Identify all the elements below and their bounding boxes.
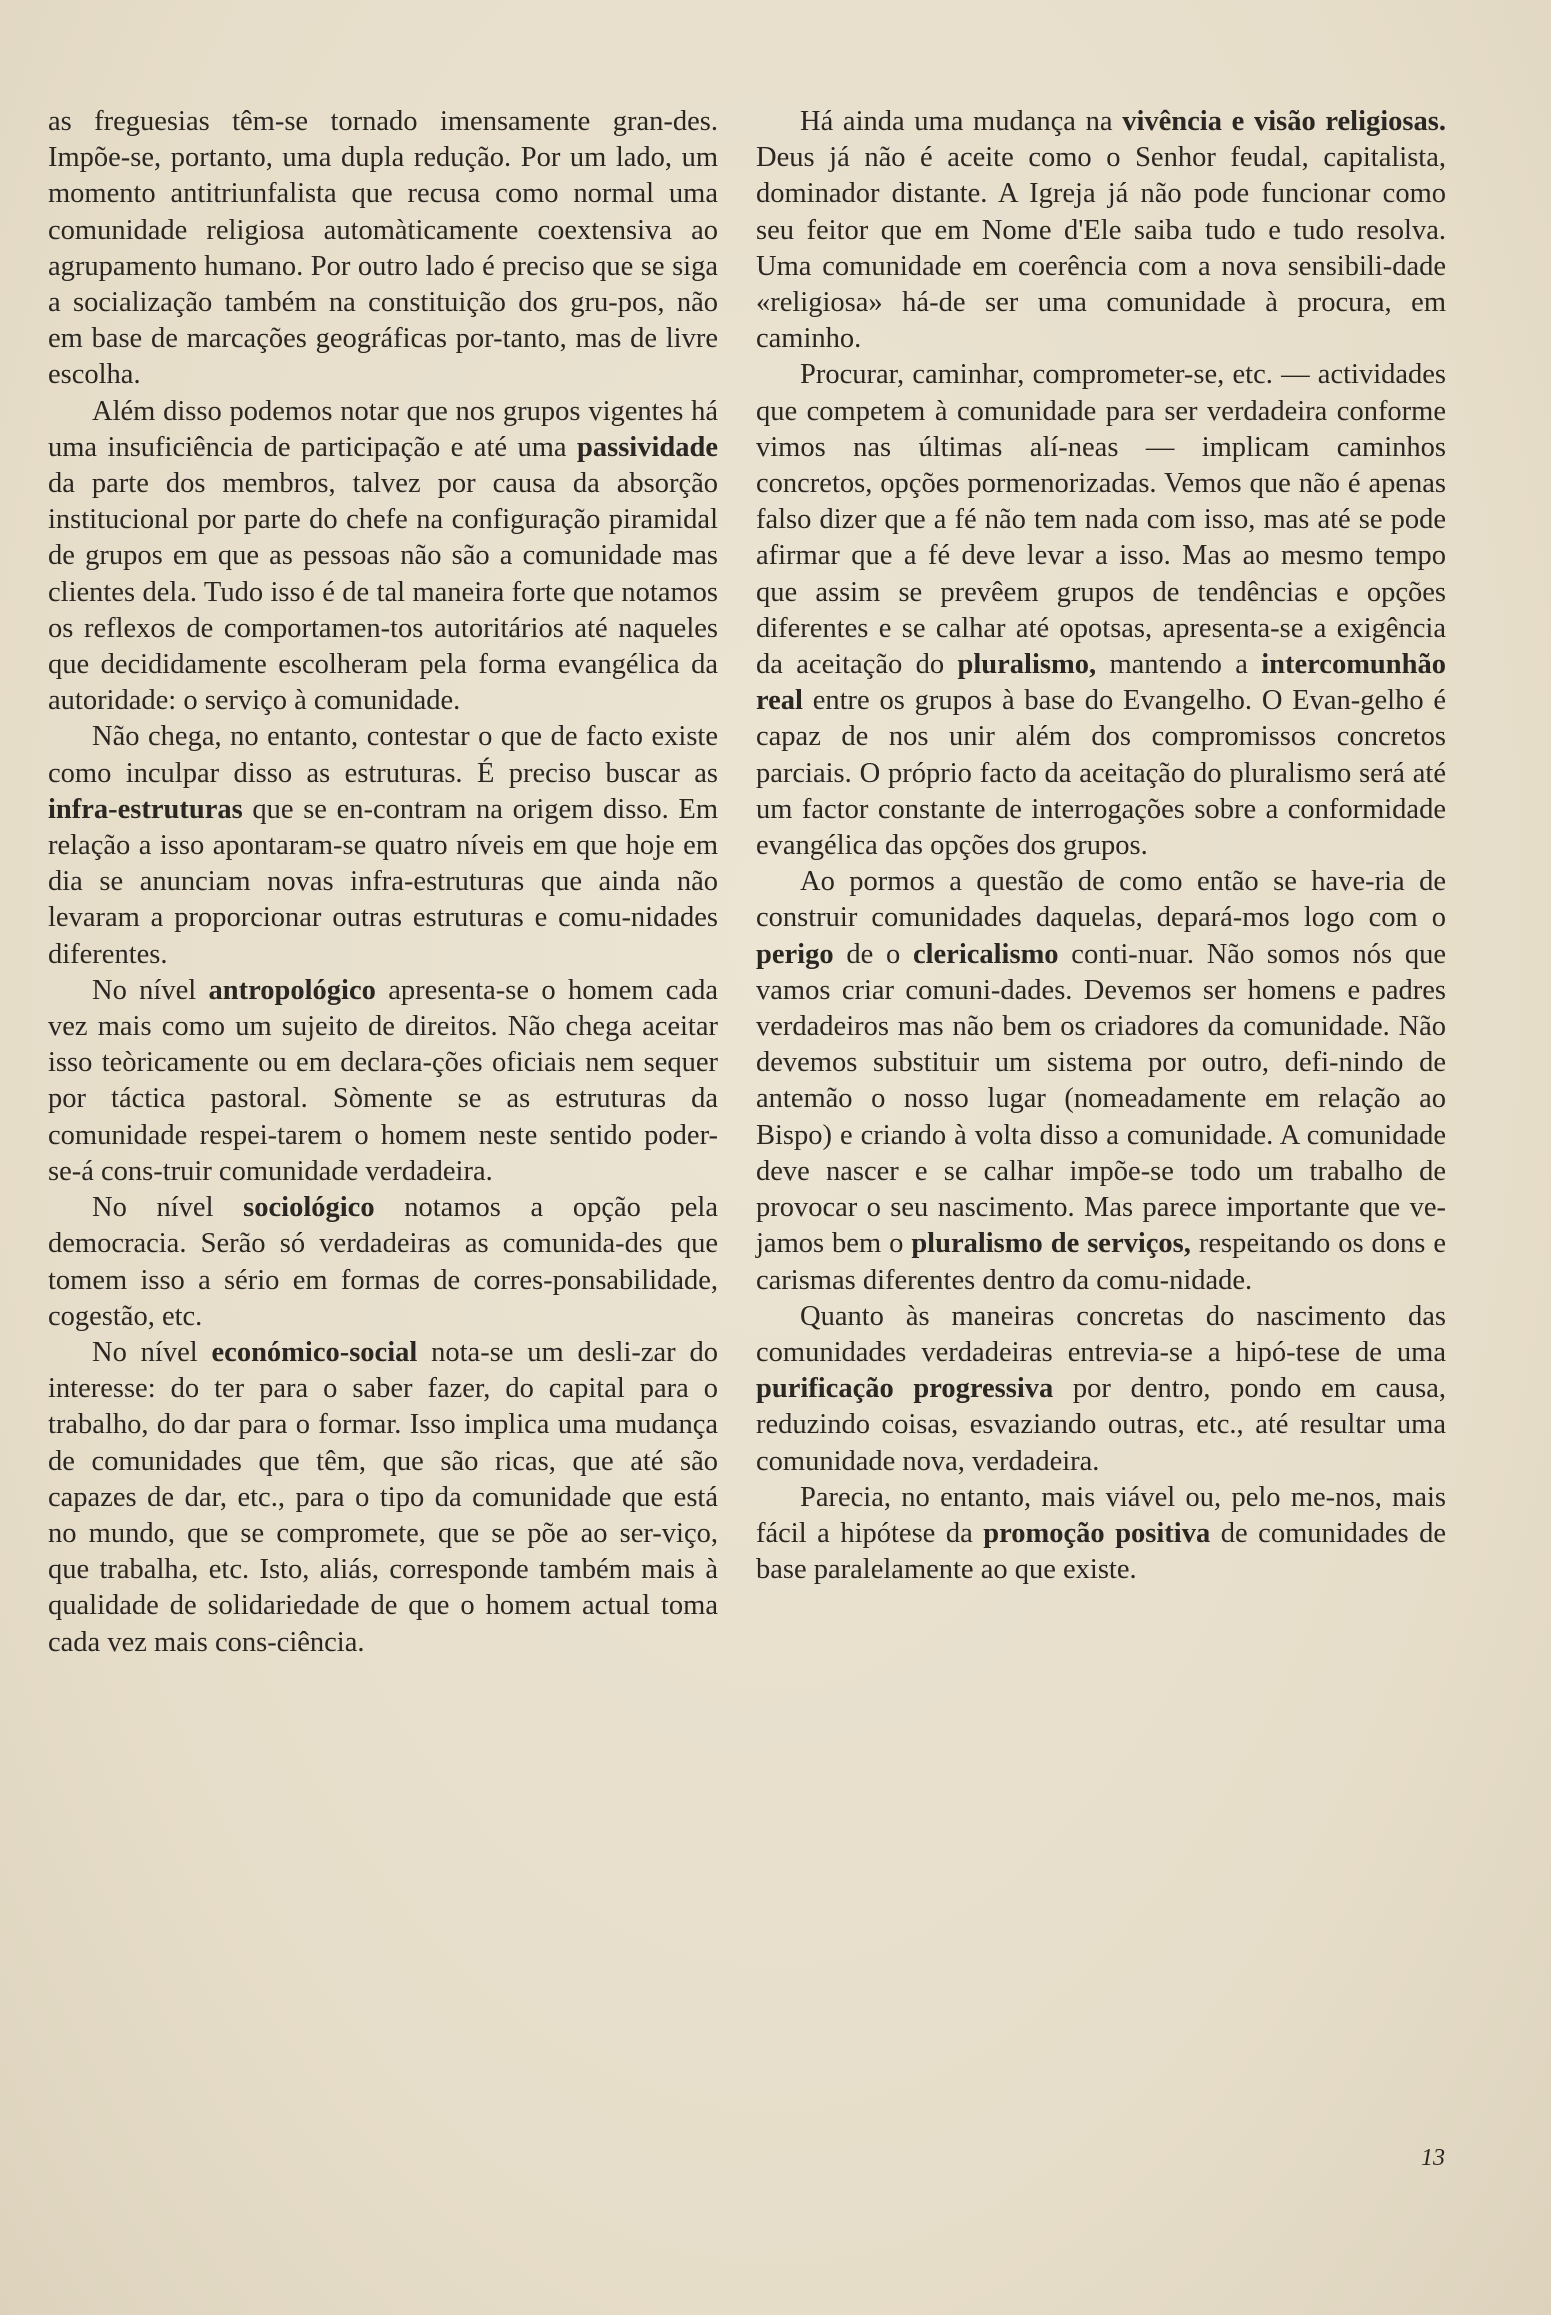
text-run: nota-se um desli-zar do interesse: do ter para o saber fazer, do capital para o trabalho, do dar para o formar. Isso implica uma mudança de comunidades que têm, que são ricas, que até são capazes de dar, etc., para o tipo da comunidade que está no mundo, que se compromete, que se põe ao ser-viço, que trabalha, etc. Isto, aliás, corresponde também mais à qualidade de solidariedade de que o homem actual toma cada vez mais cons-ciência. (48, 1336, 718, 1658)
bold-term: perigo (756, 938, 834, 970)
bold-term: económico-social (211, 1336, 418, 1368)
text-run: No nível (92, 1336, 212, 1368)
paragraph (756, 1299, 1446, 1480)
text-run: No nível (92, 1192, 244, 1224)
paragraph (756, 357, 1446, 864)
left-column (48, 104, 718, 1661)
bold-term: vivência e visão religiosas. (1122, 106, 1446, 137)
page-number: 13 (1421, 2145, 1445, 2171)
right-column (756, 104, 1446, 1588)
paragraph (756, 864, 1446, 1298)
text-run: conti-nuar. Não somos nós que vamos criar comuni-dades. Devemos ser homens e padres verdadeiros mas não bem os criadores da comunidade. Não devemos substituir um sistema por outro, defi-nindo de antemão o nosso lugar (nomeadamente em relação ao Bispo) e criando à volta disso a comunidade. A comunidade deve nascer e se calhar impõe-se todo um trabalho de provocar o seu nascimento. Mas parece importante que ve-jamos bem o (756, 938, 1446, 1260)
text-run: No nível (92, 974, 209, 1006)
bold-term: sociológico (243, 1192, 375, 1224)
text-run: por dentro, pondo em causa, reduzindo coisas, esvaziando outras, etc., até resultar uma comunidade nova, verdadeira. (756, 1373, 1446, 1477)
text-run: respeitando os dons e carismas diferentes dentro da comu-nidade. (756, 1228, 1446, 1296)
paragraph (48, 719, 718, 972)
text-run: as freguesias têm-se tornado imensamente gran-des. Impõe-se, portanto, uma dupla redução. Por um lado, um momento antitriunfalista que recusa como normal uma comunidade religiosa automàticamente coextensiva ao agrupamento humano. Por outro lado é preciso que se siga a socialização também na constituição dos gru-pos, não em base de marcações geográficas por-tanto, mas de livre escolha. (48, 106, 718, 391)
paragraph (756, 104, 1446, 357)
text-run: Além disso podemos notar que nos grupos vigentes há uma insuficiência de participação e até uma (48, 395, 718, 463)
paragraph (48, 1190, 718, 1335)
bold-term: clericalismo (912, 938, 1059, 970)
text-run: entre os grupos à base do Evangelho. O Evan-gelho é capaz de nos unir além dos compromissos concretos parciais. O próprio facto da aceitação do pluralismo será até um factor constante de interrogações sobre a conformidade evangélica das opções dos grupos. (756, 685, 1446, 862)
bold-term: infra-estruturas (48, 793, 243, 825)
bold-term: purificação progressiva (756, 1373, 1054, 1405)
text-run: Ao pormos a questão de como então se have-ria de construir comunidades daquelas, depará-mos logo com o (756, 866, 1446, 934)
text-run: Procurar, caminhar, comprometer-se, etc. — actividades que competem à comunidade para ser verdadeira conforme vimos nas últimas alí-neas — implicam caminhos concretos, opções pormenorizadas. Vemos que não é apenas falso dizer que a fé não tem nada com isso, mas até se pode afirmar que a fé deve levar a isso. Mas ao mesmo tempo que assim se prevêem grupos de tendências e opções diferentes e se calhar até opotsas, apresenta-se a exigência da aceitação do (756, 359, 1446, 681)
text-run: que se en-contram na origem disso. Em relação a isso apontaram-se quatro níveis em que hoje em dia se anunciam novas infra-estruturas que ainda não levaram a proporcionar outras estruturas e comu-nidades diferentes. (48, 793, 718, 970)
text-run: Parecia, no entanto, mais viável ou, pelo me-nos, mais fácil a hipótese da (756, 1481, 1446, 1549)
bold-term: intercomunhão real (756, 649, 1446, 717)
text-run: Há ainda uma mudança na (800, 106, 1123, 137)
text-run: de o (833, 938, 913, 970)
paragraph (48, 394, 718, 720)
text-run: Não chega, no entanto, contestar o que de facto existe como inculpar disso as estruturas. É preciso buscar as (48, 721, 718, 789)
text-run: da parte dos membros, talvez por causa da absorção institucional por parte do chefe na configuração piramidal de grupos em que as pessoas não são a comunidade mas clientes dela. Tudo isso é de tal maneira forte que notamos os reflexos de comportamen-tos autoritários até naqueles que decididamente escolheram pela forma evangélica da autoridade: o serviço à comunidade. (48, 468, 718, 717)
paragraph (48, 973, 718, 1190)
paragraph (48, 1335, 718, 1661)
bold-term: pluralismo, (957, 649, 1097, 681)
paragraph (756, 1480, 1446, 1589)
text-run: Quanto às maneiras concretas do nascimento das comunidades verdadeiras entrevia-se a hipó-tese de uma (756, 1300, 1446, 1368)
bold-term: pluralismo de serviços, (911, 1228, 1191, 1260)
bold-term: passividade (577, 431, 718, 463)
bold-term: promoção positiva (983, 1517, 1211, 1549)
text-run: de comunidades de base paralelamente ao que existe. (756, 1517, 1446, 1586)
bold-term: antropológico (208, 974, 376, 1006)
text-run: mantendo a (1096, 649, 1262, 681)
paragraph (48, 104, 718, 394)
text-run: notamos a opção pela democracia. Serão só verdadeiras as comunida-des que tomem isso a sério em formas de corres-ponsabilidade, cogestão, etc. (48, 1192, 718, 1332)
text-run: apresenta-se o homem cada vez mais como um sujeito de direitos. Não chega aceitar isso teòricamente ou em declara-ções oficiais nem sequer por táctica pastoral. Sòmente se as estruturas da comunidade respei-tarem o homem neste sentido poder-se-á cons-truir comunidade verdadeira. (48, 974, 719, 1187)
text-run: Deus já não é aceite como o Senhor feudal, capitalista, dominador distante. A Igreja já não pode funcionar como seu feitor que em Nome d'Ele saiba tudo e tudo resolva. Uma comunidade em coerência com a nova sensibili-dade «religiosa» há-de ser uma comunidade à procura, em caminho. (756, 142, 1446, 355)
